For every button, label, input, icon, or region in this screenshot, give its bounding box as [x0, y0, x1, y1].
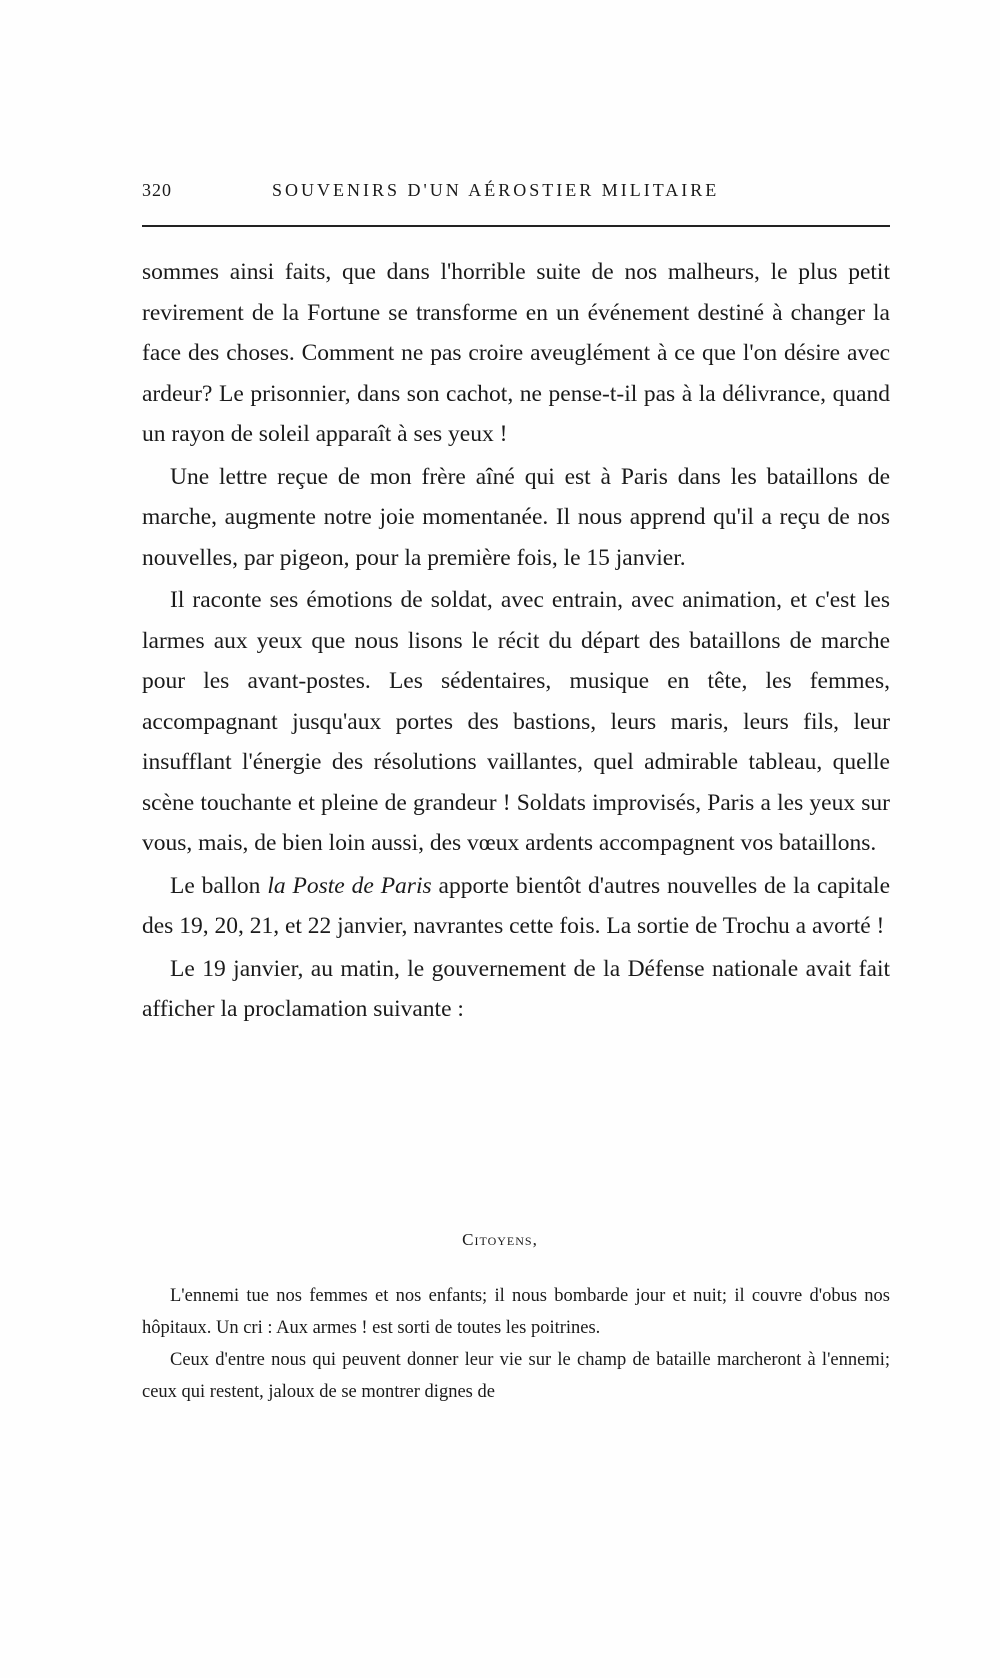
page-header	[142, 180, 890, 206]
paragraph-4-start: Le ballon	[170, 872, 268, 899]
paragraph-4	[142, 866, 890, 947]
proclamation-paragraph-2: Ceux d'entre nous qui peuvent donner leur vie sur le champ de bataille marcheront à l'ennemi; ceux qui restent, jaloux de se montrer dignes de	[142, 1350, 890, 1402]
paragraph-3: Il raconte ses émotions de soldat, avec entrain, avec animation, et c'est les larmes aux yeux que nous lisons le récit du départ des bataillons de marche pour les avant-postes. Les sédentaires, musique en tête, les femmes, accompagnant jusqu'aux portes des bastions, leurs maris, leurs fils, leur insufflant l'énergie des résolutions vaillantes, quel admirable tableau, quelle scène touchante et pleine de grandeur ! Soldats improvisés, Paris a les yeux sur vous, mais, de bien loin aussi, des vœux ardents accompagnent vos bataillons.	[142, 587, 890, 856]
paragraph-4-end: apporte bientôt d'autres nouvelles de la capitale des 19, 20, 21, et 22 janvier, navrantes cette fois. La sortie de Trochu a avorté !	[142, 872, 891, 939]
proclamation-salutation: Citoyens,	[462, 1230, 538, 1249]
proclamation-paragraph-1: L'ennemi tue nos femmes et nos enfants; il nous bombarde jour et nuit; il couvre d'obus nos hôpitaux. Un cri : Aux armes ! est sorti de toutes les poitrines.	[142, 1286, 890, 1338]
paragraph-1: sommes ainsi faits, que dans l'horrible suite de nos malheurs, le plus petit revirement de la Fortune se transforme en un événement destiné à changer la face des choses. Comment ne pas croire aveuglément à ce que l'on désire avec ardeur? Le prisonnier, dans son cachot, ne pense-t-il pas à la délivrance, quand un rayon de soleil apparaît à ses yeux !	[142, 259, 890, 447]
body-text	[142, 252, 890, 1030]
paragraph-5: Le 19 janvier, au matin, le gouvernement de la Défense nationale avait fait afficher la proclamation suivante :	[142, 955, 890, 1022]
paragraph-2: Une lettre reçue de mon frère aîné qui est à Paris dans les bataillons de marche, augmente notre joie momentanée. Il nous apprend qu'il a reçu de nos nouvelles, par pigeon, pour la première fois, le 15 janvier.	[142, 463, 890, 571]
page-number: 320	[142, 180, 172, 200]
proclamation-text	[142, 1280, 890, 1408]
running-title: SOUVENIRS D'UN AÉROSTIER MILITAIRE	[272, 180, 720, 200]
balloon-name: la Poste de Paris	[267, 872, 432, 899]
header-rule	[142, 225, 890, 227]
